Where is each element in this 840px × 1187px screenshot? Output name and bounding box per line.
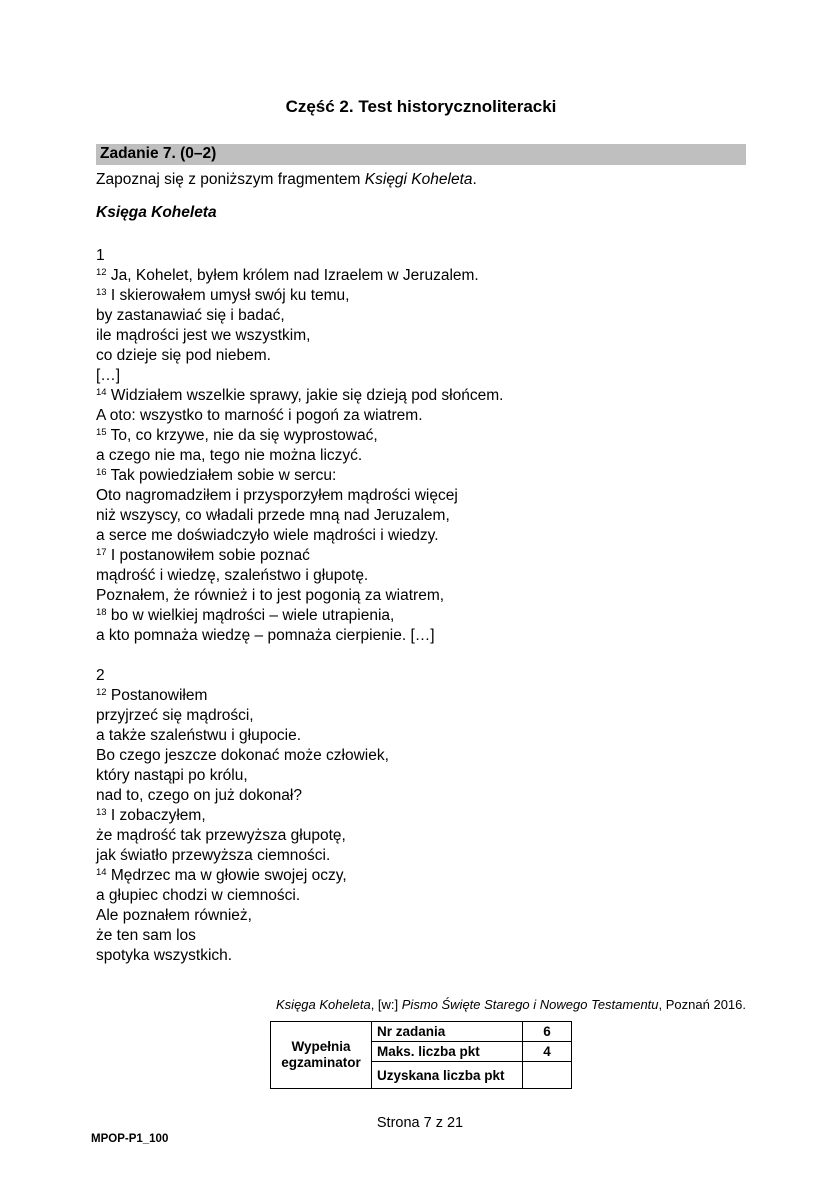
row-value-nr-zadania: 6 [523,1022,572,1042]
form-code: MPOP-P1_100 [91,1133,169,1145]
row-name-maks-liczba-pkt: Maks. liczba pkt [372,1042,523,1062]
text-part: Zapoznaj się z poniższym fragmentem [96,171,365,188]
verse-number: 14 [96,867,107,878]
poem-line: $^{15}$ To, co krzywe, nie da się wyprostować, [96,427,378,444]
poem-line: $^{14}$ Widziałem wszelkie sprawy, jakie się dzieją pod słońcem. [96,387,504,404]
chapter-number: 2 [96,667,105,684]
task-header: Zadanie 7. (0–2) [96,144,746,165]
poem-line: […] [96,367,121,384]
page-title: Część 2. Test historycznoliteracki [285,97,557,116]
examiner-table [270,1021,572,1089]
verse-number: 12 [96,687,107,698]
task-instruction [96,170,746,190]
poem-line: Oto nagromadziłem i przysporzyłem mądrości więcej [96,487,458,504]
verse-number: 18 [96,607,107,618]
text-part: . [472,171,477,188]
poem-line: a także szaleństwu i głupocie. [96,727,302,744]
poem-line: A oto: wszystko to marność i pogoń za wiatrem. [96,407,423,424]
poem-line: $^{12}$ Ja, Kohelet, byłem królem nad Izraelem w Jeruzalem. [96,267,479,284]
poem-chapter [96,246,746,646]
verse-number: 17 [96,547,107,558]
poem-line: $^{17}$ I postanowiłem sobie poznać [96,547,310,564]
poem-chapter [96,666,746,966]
source-heading: Księga Koheleta [96,204,217,221]
chapter-number: 1 [96,247,105,264]
verse-number: 14 [96,387,107,398]
poem-line: $^{18}$ bo w wielkiej mądrości – wiele utrapienia, [96,607,395,624]
page-content [96,96,746,1089]
text-part: Księgi Koheleta [364,171,473,188]
verse-number: 12 [96,267,107,278]
page-number: Strona 7 z 21 [376,1115,464,1131]
verse-number: 16 [96,467,107,478]
poem-line: $^{12}$ Postanowiłem [96,687,208,704]
poem-line: niż wszyscy, co władali przede mną nad Jeruzalem, [96,507,450,524]
verse-number: 13 [96,807,107,818]
table-row [271,1022,572,1042]
poem-line: ile mądrości jest we wszystkim, [96,327,311,344]
citation [96,996,746,1013]
poem-line: a kto pomnaża wiedzę – pomnaża cierpienie. […] [96,627,435,644]
poem-line: a głupiec chodzi w ciemności. [96,887,301,904]
poem-line: że ten sam los [96,927,196,944]
examiner-label: Wypełnia egzaminator [271,1022,372,1089]
poem-line: co dzieje się pod niebem. [96,347,271,364]
poem-line: mądrość i wiedzę, szaleństwo i głupotę. [96,567,369,584]
poem-line: a serce me doświadczyło wiele mądrości i wiedzy. [96,527,439,544]
row-value-maks-liczba-pkt: 4 [523,1042,572,1062]
row-value-uzyskana-liczba-pkt [523,1062,572,1089]
poem-text [96,246,746,966]
poem-line: przyjrzeć się mądrości, [96,707,254,724]
text-part: Pismo Święte Starego i Nowego Testamentu [401,997,659,1012]
poem-line: $^{13}$ I skierowałem umysł swój ku temu, [96,287,350,304]
poem-line: jak światło przewyższa ciemności. [96,847,331,864]
text-part: , [w:] [370,997,402,1012]
poem-line: że mądrość tak przewyższa głupotę, [96,827,346,844]
poem-line: Poznałem, że również i to jest pogonią za wiatrem, [96,587,445,604]
poem-line: Ale poznałem również, [96,907,252,924]
poem-line: by zastanawiać się i badać, [96,307,285,324]
poem-line: nad to, czego on już dokonał? [96,787,302,804]
poem-line: który nastąpi po królu, [96,767,248,784]
row-name-nr-zadania: Nr zadania [372,1022,523,1042]
poem-line: $^{14}$ Mędrzec ma w głowie swojej oczy, [96,867,347,884]
verse-number: 15 [96,427,107,438]
text-part: , Poznań 2016. [658,997,746,1012]
text-part: Księga Koheleta [276,997,371,1012]
poem-line: Bo czego jeszcze dokonać może człowiek, [96,747,389,764]
poem-line: $^{16}$ Tak powiedziałem sobie w sercu: [96,467,337,484]
verse-number: 13 [96,287,107,298]
poem-line: a czego nie ma, tego nie można liczyć. [96,447,363,464]
poem-line: $^{13}$ I zobaczyłem, [96,807,206,824]
row-name-uzyskana-liczba-pkt: Uzyskana liczba pkt [372,1062,523,1089]
poem-line: spotyka wszystkich. [96,947,233,964]
